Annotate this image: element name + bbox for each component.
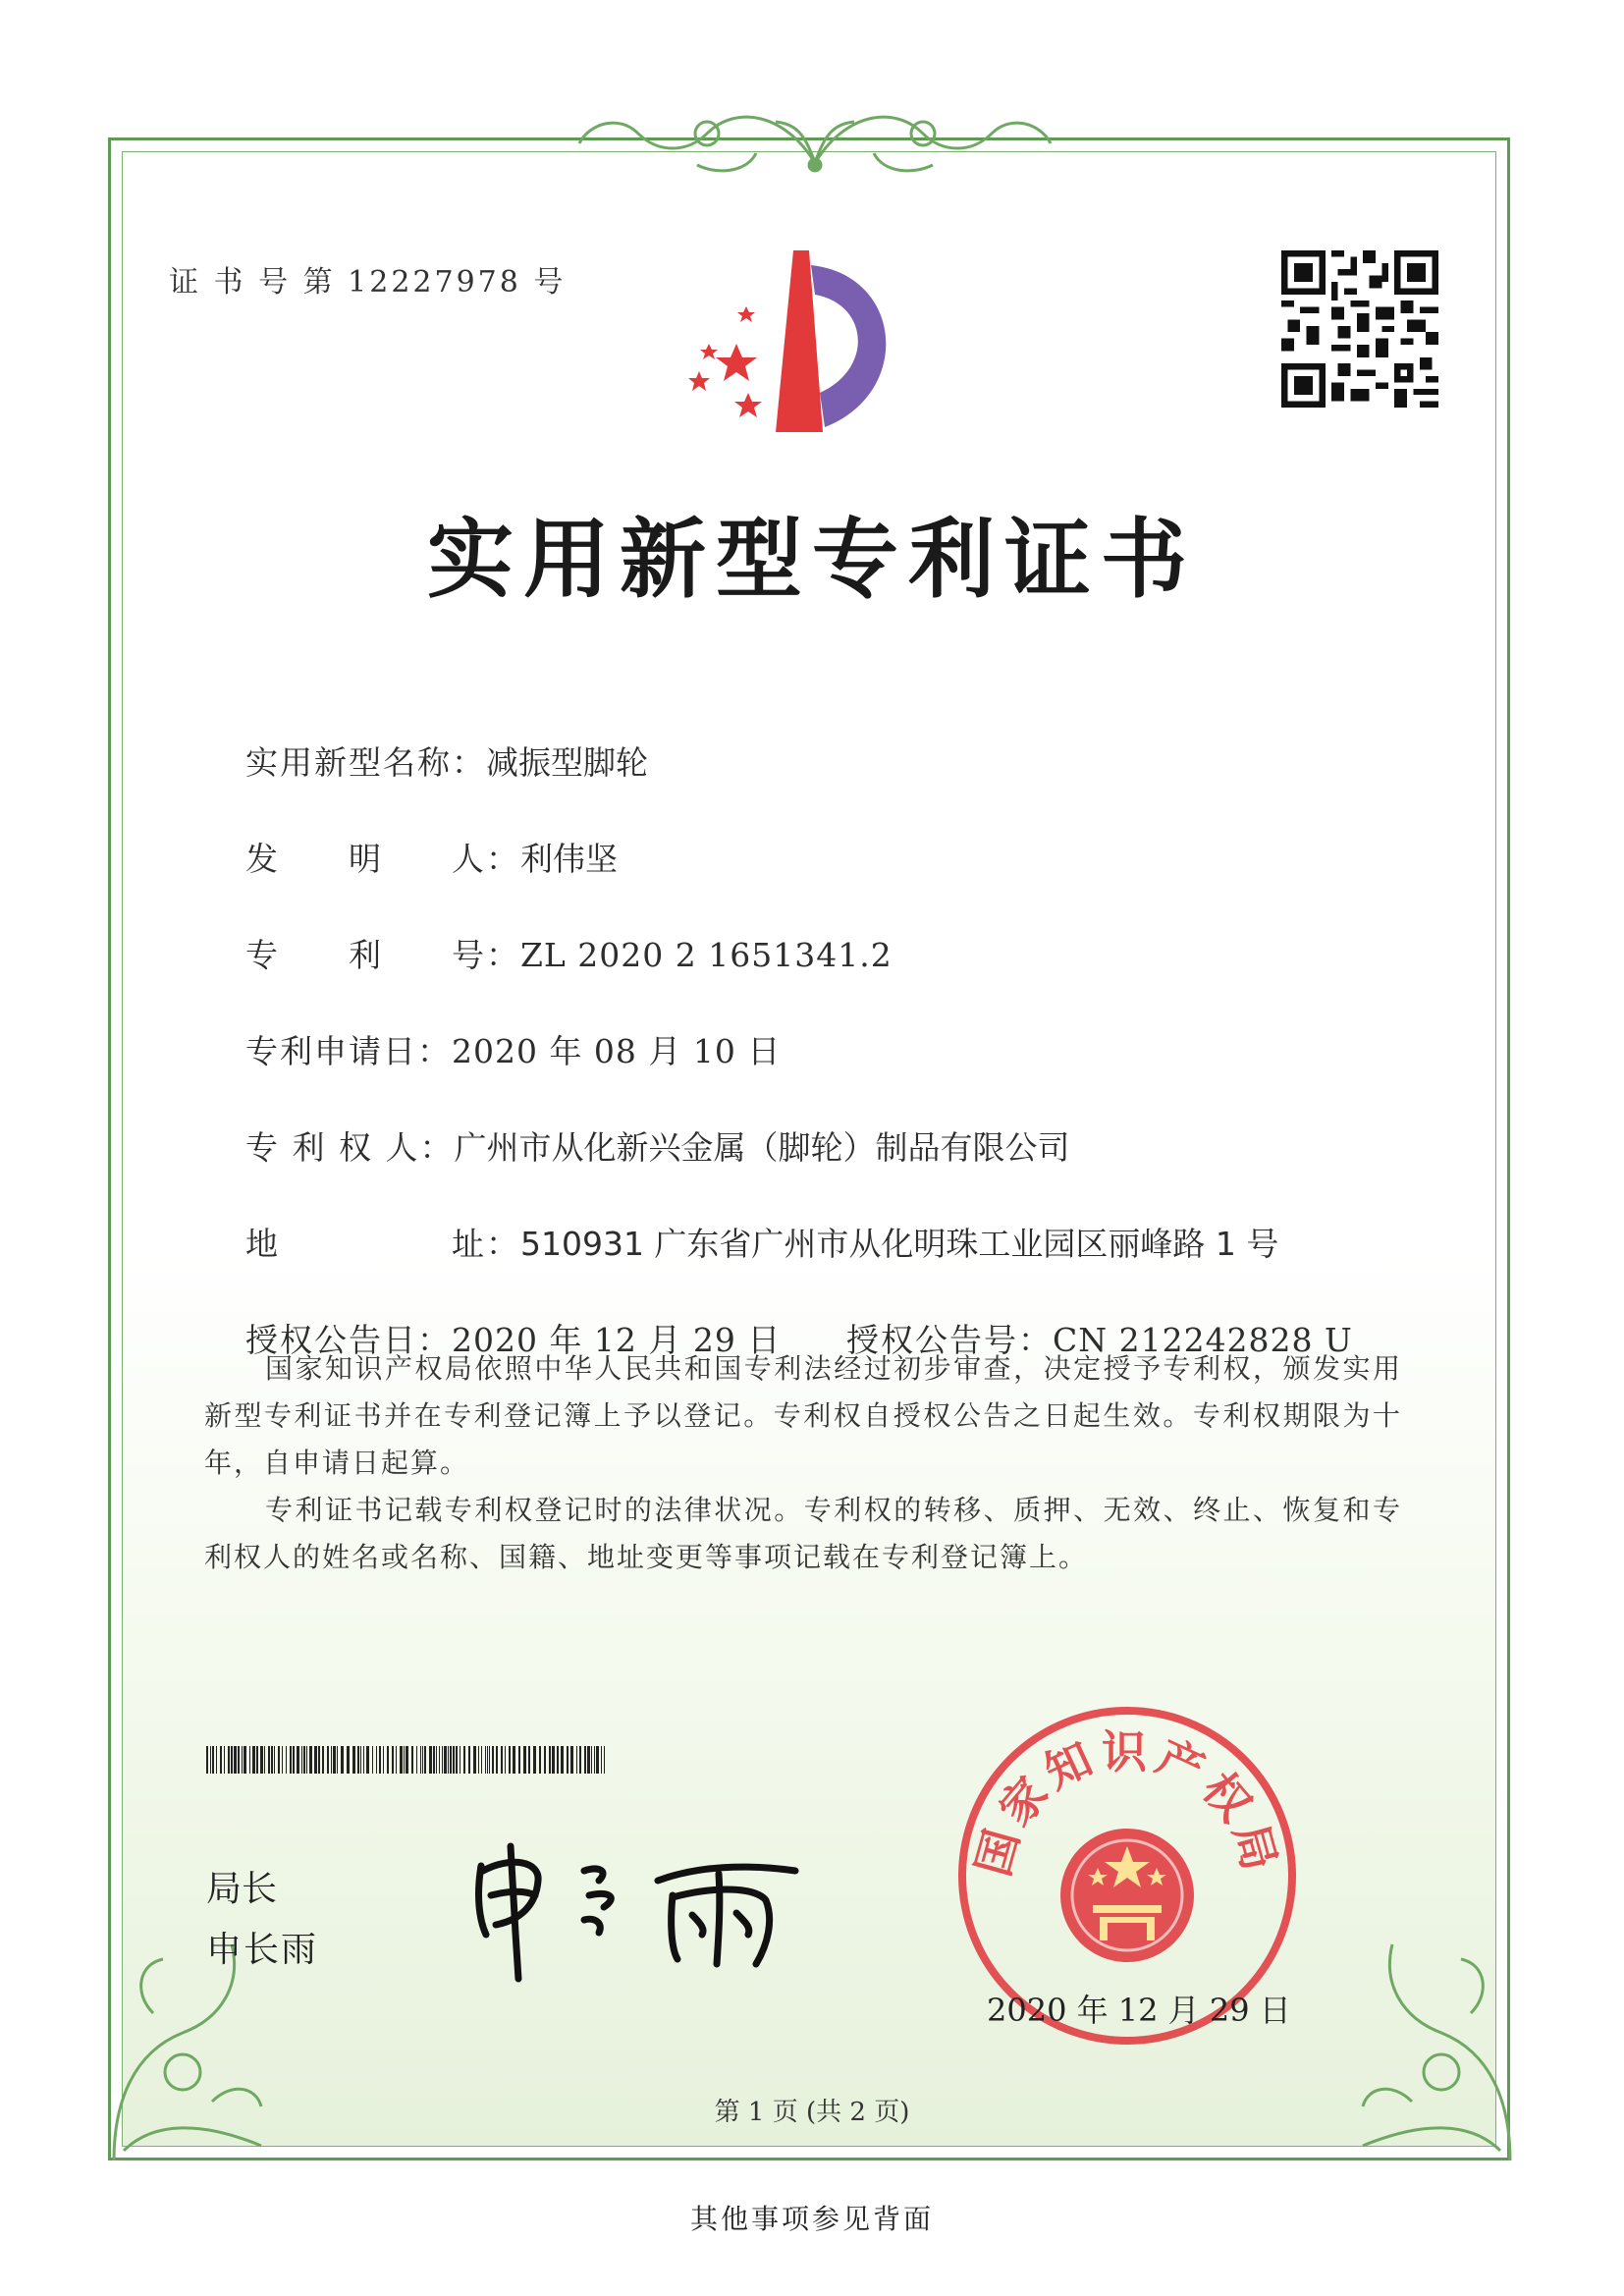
barcode-icon [206,1746,609,1774]
page-indicator: 第 1 页 (共 2 页) [714,2098,910,2127]
field-value: 利伟坚 [519,840,618,878]
field-label: 专 利 权 人： [244,1128,455,1167]
certificate-title: 实用新型专利证书 [426,509,1197,610]
field-value: 510931 广东省广州市从化明珠工业园区丽峰路 1 号 [519,1225,1279,1263]
cnipa-logo-icon [677,246,943,442]
svg-text:国家知识产权局: 国家知识产权局 [965,1725,1289,1882]
field-value: 2020 年 12 月 29 日 [451,1321,782,1359]
field-value: 减振型脚轮 [485,743,648,782]
field-label: 实用新型名称： [244,743,486,782]
body-paragraph-1: 国家知识产权局依照中华人民共和国专利法经过初步审查，决定授予专利权，颁发实用新型专利证书并在专利登记簿上予以登记。专利权自授权公告之日起生效。专利权期限为十年，自申请日起算。 [204,1352,1402,1479]
field-label: 授权公告号： [845,1321,1053,1359]
field-value: CN 212242828 U [1052,1321,1353,1359]
field-label: 地 址： [244,1225,520,1263]
qr-code-icon [1281,250,1438,408]
body-text [204,1345,1402,1581]
field-label: 专 利 号： [244,936,520,974]
field-label: 发 明 人： [244,840,520,878]
top-ornament-icon [560,94,1070,183]
field-value: ZL 2020 2 1651341.2 [519,936,893,974]
certificate-number: 证 书 号 第 12227978 号 [169,265,567,300]
seal-date: 2020 年 12 月 29 日 [987,1992,1291,2029]
field-value: 广州市从化新兴金属（脚轮）制品有限公司 [454,1128,1070,1167]
bottom-right-ornament-icon [1343,1925,1530,2170]
field-label: 授权公告日： [244,1321,452,1359]
director-name: 申长雨 [206,1930,319,1970]
director-signature-icon [461,1827,815,1984]
footer-note: 其他事项参见背面 [689,2203,934,2235]
director-title: 局长 [206,1869,278,1909]
body-paragraph-2: 专利证书记载专利权登记时的法律状况。专利权的转移、质押、无效、终止、恢复和专利权人的姓名或名称、国籍、地址变更等事项记载在专利登记簿上。 [204,1494,1402,1573]
field-label: 专利申请日： [244,1032,452,1070]
field-value: 2020 年 08 月 10 日 [451,1032,782,1070]
